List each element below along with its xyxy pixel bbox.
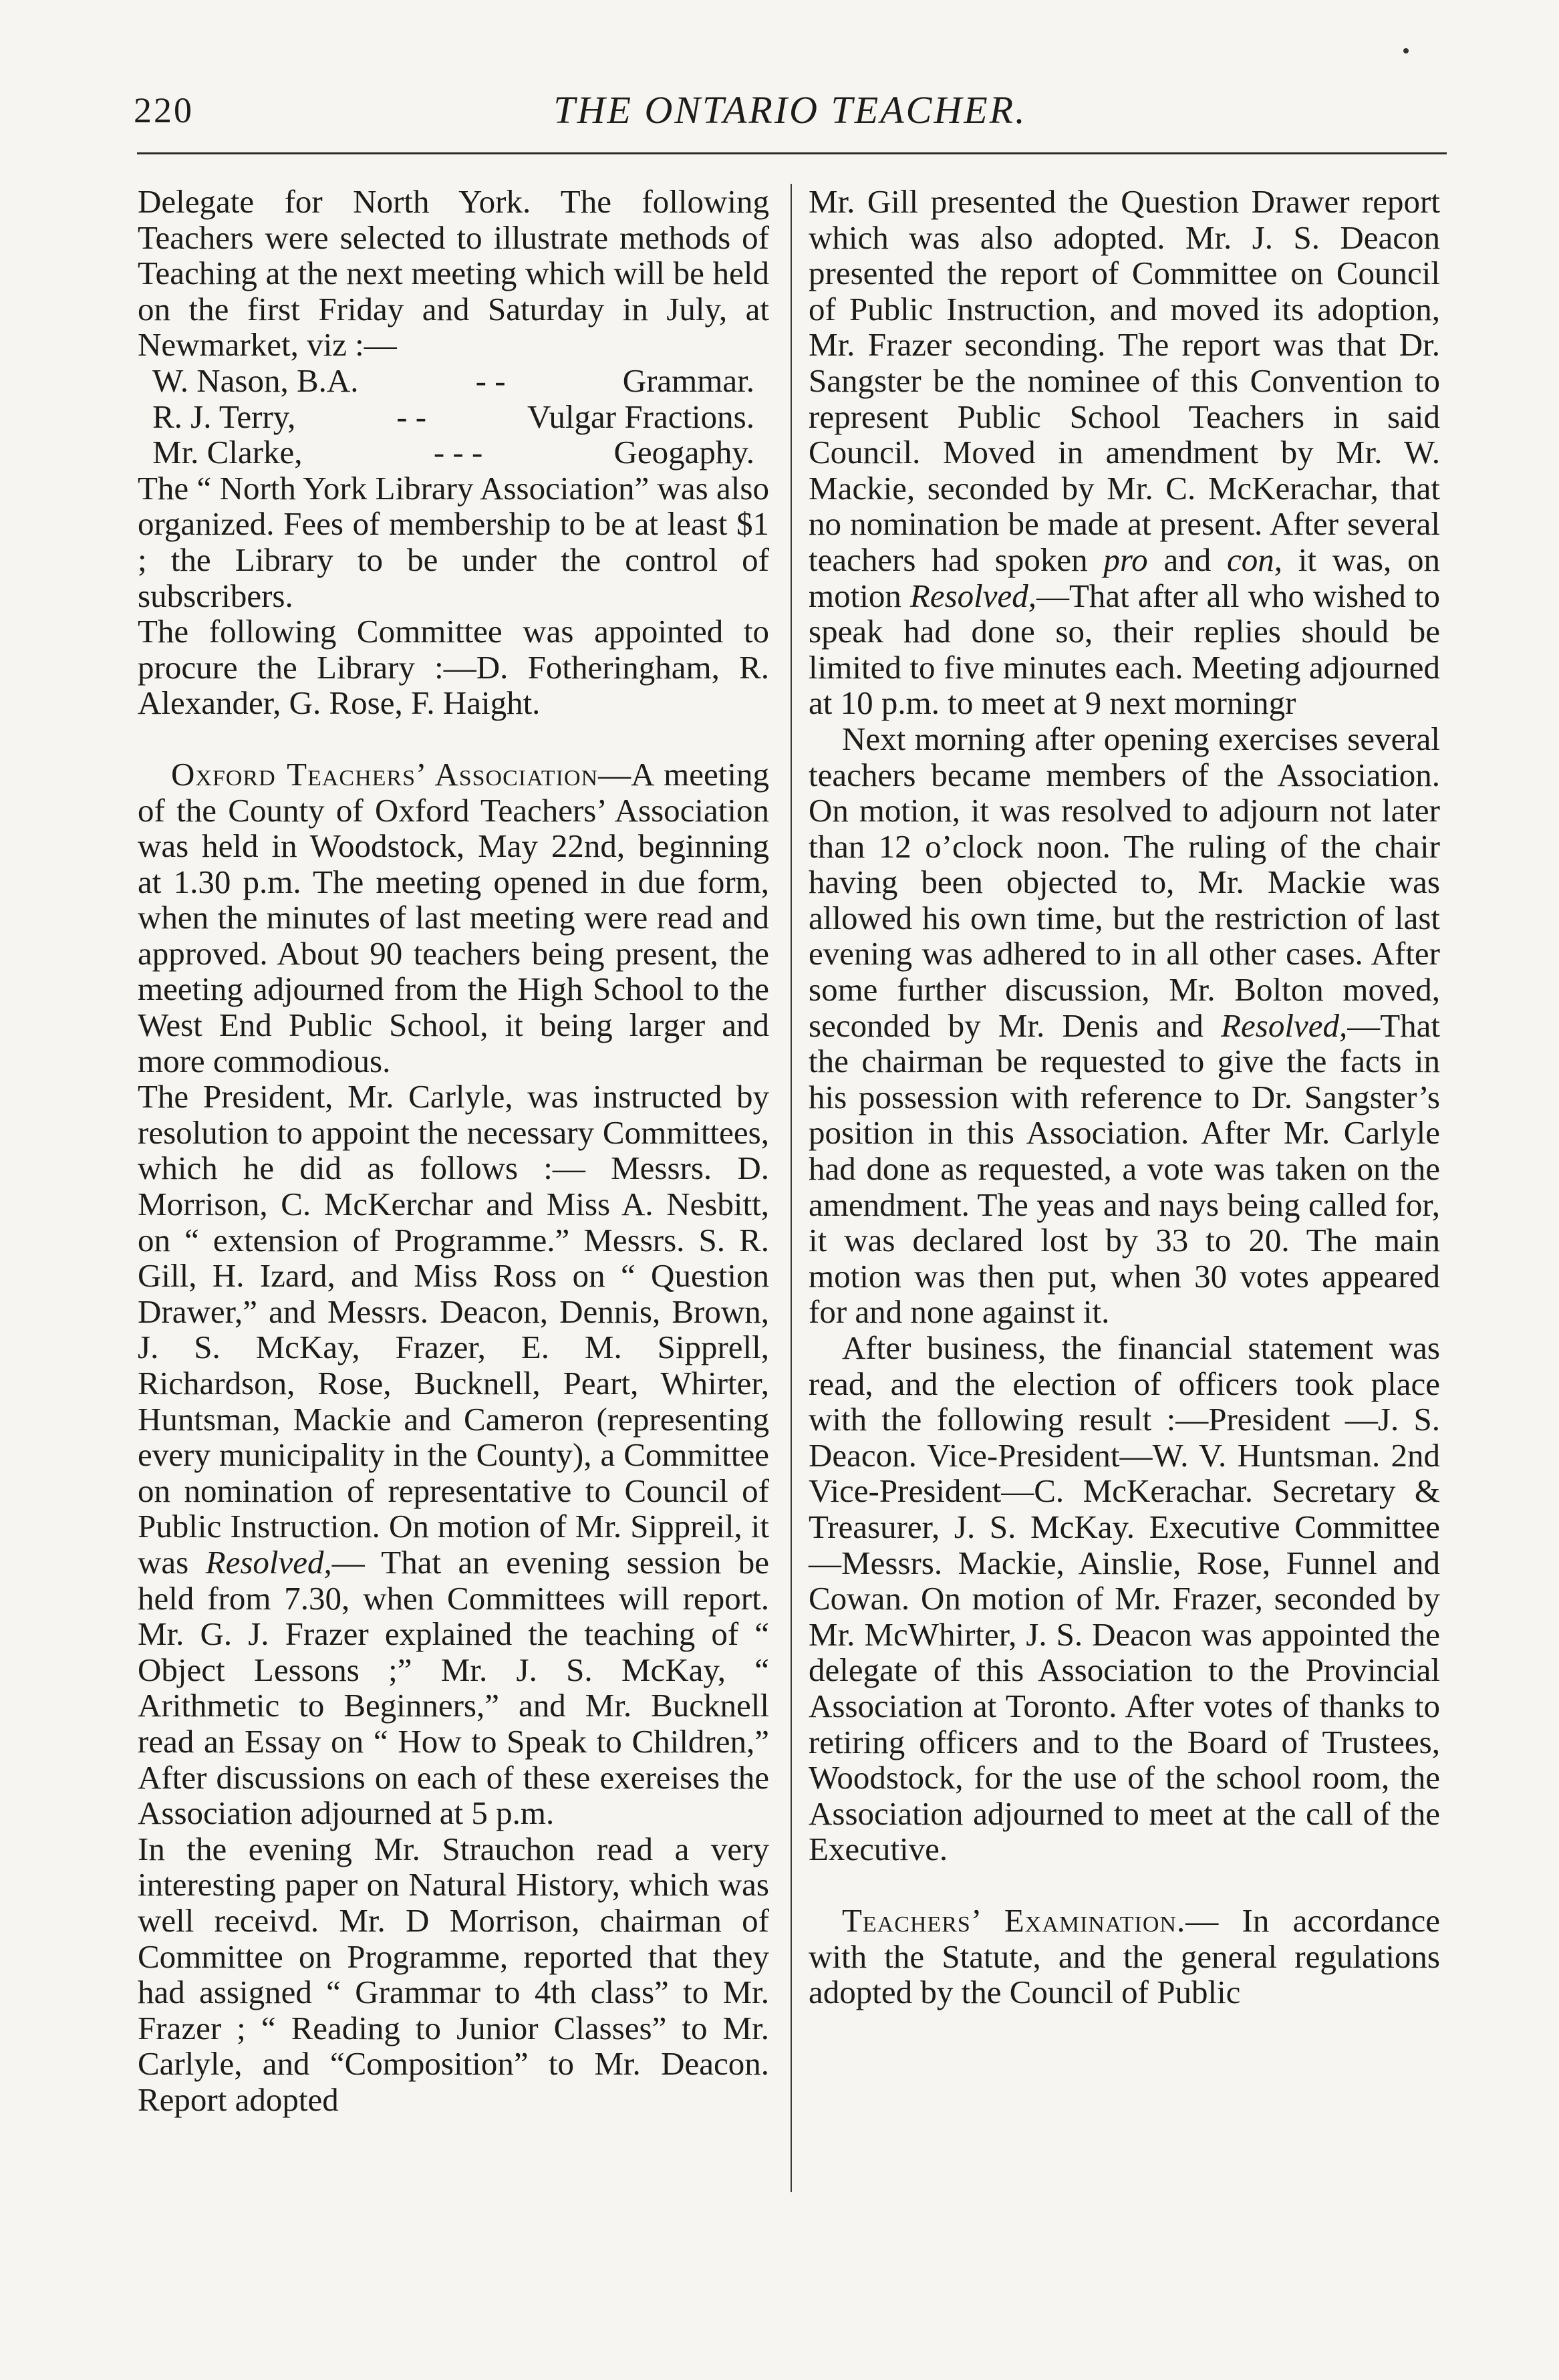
list-item <box>138 434 769 471</box>
italic-con: con, <box>1226 541 1282 578</box>
list-item-dash: - - <box>396 398 427 435</box>
paragraph-text: —A meeting of the County of Oxford Teachers’ Association was held in Woodstock, May 22nd, beginning at 1.30 p.m. The meeting opened in due form, when the minutes of last meeting were read and approved. About 90 teachers being present, the meeting adjourned from the High School to the West End Public School, it being larger and more commodious. <box>138 755 770 1079</box>
paragraph-text: and <box>1147 541 1227 578</box>
paragraph-text: Next morning after opening exercises several teachers became members of the Association. On motion, it was resolved to adjourn not later than 12 o’clock noon. The ruling of the chair having been objected to, Mr. Mackie was allowed his own time, but the restriction of last evening was adhered to in all other cases. After some further discussion, Mr. Bolton moved, seconded by Mr. Denis and <box>809 720 1440 1044</box>
right-column <box>809 184 1440 2010</box>
paragraph-text: — In accordance with the Statute, and the general regulations adopted by the Council of Public <box>809 1901 1440 2011</box>
resolved-text: Resolved, <box>205 1543 332 1581</box>
list-item <box>138 399 769 435</box>
paragraph-text: Mr. Gill presented the Question Drawer report which was also adopted. Mr. J. S. Deacon presented the report of Committee on Council of Public Instruction, and moved its adoption, Mr. Frazer seconding. The report was that Dr. Sangster be the nominee of this Convention to represent Public School Teachers in said Council. Moved in amendment by Mr. W. Mackie, seconded by Mr. C. McKerachar, that no nomination be made at present. After several teachers had spoken <box>809 183 1440 578</box>
list-item-subject: Geogaphy. <box>613 434 754 471</box>
paragraph <box>138 757 769 1079</box>
list-item-name: R. J. Terry, <box>152 398 296 435</box>
list-item-dash: - - <box>475 362 506 399</box>
list-item-subject: Vulgar Fractions. <box>527 398 754 435</box>
list-item-name: W. Nason, B.A. <box>152 362 359 399</box>
paragraph: The “ North York Library Association” was also organized. Fees of membership to be at least $1 ; the Library to be under the control of subscribers. <box>138 469 769 614</box>
resolved-text: Resolved, <box>1221 1007 1348 1044</box>
paragraph-text: —That after all who wished to speak had done so, their replies should be limited to five minutes each. Meeting adjourned at 10 p.m. to meet at 9 next morningr <box>809 577 1441 722</box>
paragraph-text: — That an evening session be held from 7.30, when Committees will report. Mr. G. J. Frazer explained the teaching of “ Object Lessons ;” Mr. J. S. McKay, “ Arithmetic to Beginners,” and Mr. Bucknell read an Essay on “ How to Speak to Children,” After discussions on each of these exereises the Association adjourned at 5 p.m. <box>138 1543 769 1832</box>
page-header <box>134 84 1447 137</box>
ink-dot <box>1403 48 1409 53</box>
list-item <box>138 363 769 399</box>
italic-pro: pro <box>1103 541 1148 578</box>
paragraph: In the evening Mr. Strauchon read a very interesting paper on Natural History, which was well receivd. Mr. D Morrison, chairman of Committee on Programme, reported that they had assigned “ Grammar to 4th class” to Mr. Frazer ; “ Reading to Junior Classes” to Mr. Carlyle, and “Composition” to Mr. Deacon. Report adopted <box>138 1830 769 2118</box>
paragraph-text: it was, on motion <box>809 541 1441 614</box>
paragraph: Delegate for North York. The following Teachers were selected to illustrate methods of Teaching at the next meeting which will be held on the first Friday and Saturday in July, at Newmarket, viz :— <box>138 183 769 364</box>
paragraph <box>809 721 1440 1330</box>
paragraph <box>809 1903 1440 2010</box>
paragraph: The following Committee was appointed to procure the Library :—D. Fotheringham, R. Alexander, G. Rose, F. Haight. <box>138 613 769 722</box>
header-rule <box>137 152 1447 154</box>
running-head: THE ONTARIO TEACHER. <box>553 88 1027 132</box>
resolved-text: Resolved, <box>909 577 1036 614</box>
list-item-name: Mr. Clarke, <box>152 434 303 471</box>
section-heading: Oxford Teachers’ Association <box>171 755 599 793</box>
list-item-subject: Grammar. <box>622 362 754 399</box>
paragraph: After business, the financial statement was read, and the election of officers took place with the following result :—President —J. S. Deacon. Vice-President—W. V. Huntsman. 2nd Vice-President—C. McKerachar. Secretary & Treasurer, J. S. McKay. Executive Committee—Messrs. Mackie, Ainslie, Rose, Funnel and Cowan. On motion of Mr. Frazer, seconded by Mr. McWhirter, J. S. Deacon was appointed the delegate of this Association to the Provincial Association at Toronto. After votes of thanks to retiring officers and to the Board of Trustees, Woodstock, for the use of the school room, the Association adjourned to meet at the call of the Executive. <box>809 1329 1440 1868</box>
page-number: 220 <box>134 90 194 130</box>
paragraph-text: The President, Mr. Carlyle, was instructed by resolution to appoint the necessary Committees, which he did as follows :— Messrs. D. Morrison, C. McKerchar and Miss A. Nesbitt, on “ extension of Programme.” Messrs. S. R. Gill, H. Izard, and Miss Ross on “ Question Drawer,” and Messrs. Deacon, Dennis, Brown, J. S. McKay, Frazer, E. M. Sipprell, Richardson, Rose, Bucknell, Peart, Whirter, Huntsman, Mackie and Cameron (representing every municipality in the County), a Committee on nomination of representative to Council of Public Instruction. On motion of Mr. Sippreil, it was <box>138 1078 769 1581</box>
paragraph-text: —That the chairman be requested to give the facts in his possession with reference to Dr. Sangster’s position in this Association. After Mr. Carlyle had done as requested, a vote was taken on the amendment. The yeas and nays being called for, it was declared lost by 33 to 20. The main motion was then put, when 30 votes appeared for and none against it. <box>809 1007 1440 1331</box>
column-rule <box>791 184 792 2192</box>
section-heading: Teachers’ Examination. <box>842 1901 1186 1939</box>
list-item-dash: - - - <box>433 434 483 471</box>
left-column <box>138 184 769 2117</box>
paragraph <box>809 184 1440 721</box>
paragraph <box>138 1079 769 1831</box>
